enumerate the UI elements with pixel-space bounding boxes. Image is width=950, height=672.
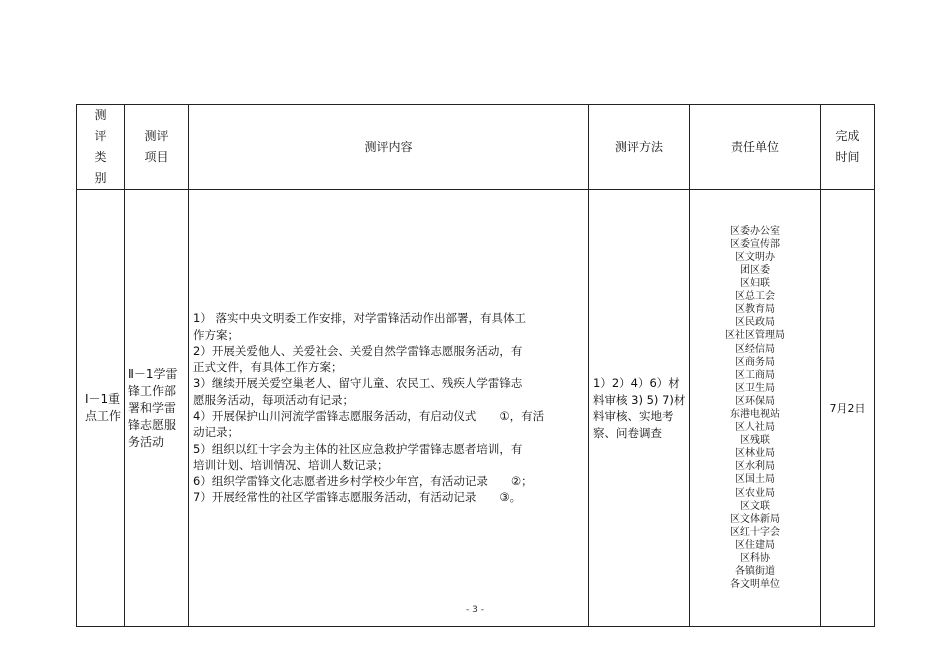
unit-item: 区水利局 <box>735 461 775 473</box>
header-units: 责任单位 <box>690 105 821 190</box>
content-line: 愿服务活动，每项活动有记录； <box>193 392 354 407</box>
table-header-row <box>77 105 875 190</box>
method-cell: 1）2）4）6）材料审核 3) 5) 7)材料审核、实地考察、问卷调查 <box>589 190 690 627</box>
unit-item: 区住建局 <box>735 539 775 551</box>
unit-item: 区委宣传部 <box>730 238 780 250</box>
unit-item: 区农业局 <box>735 487 775 499</box>
header-method: 测评方法 <box>589 105 690 190</box>
unit-item: 区文明办 <box>735 251 775 263</box>
unit-item: 区文体新局 <box>730 513 780 525</box>
unit-item: 区卫生局 <box>735 382 775 394</box>
content-line: 4）开展保护山川河流学雷锋志愿服务活动，有启动仪式 ①，有活 <box>193 409 545 423</box>
content-line: 6）组织学雷锋文化志愿者进乡村学校少年宫，有活动记录 ②； <box>193 474 533 489</box>
content-line: 3）继续开展关爱空巢老人、留守儿童、农民工、残疾人学雷锋志 <box>193 376 523 391</box>
unit-item: 区红十字会 <box>730 526 780 538</box>
unit-item: 区残联 <box>740 435 770 447</box>
content-line: 5）组织以红十字会为主体的社区应急救护学雷锋志愿者培训，有 <box>193 441 523 456</box>
content-cell <box>189 190 589 627</box>
category-cell: Ⅰ－1重点工作 <box>77 190 125 627</box>
unit-item: 区教育局 <box>735 304 775 316</box>
unit-item: 区科协 <box>740 553 770 565</box>
unit-item: 东港电视站 <box>730 409 780 420</box>
unit-item: 区社区管理局 <box>725 330 785 342</box>
unit-item: 区总工会 <box>735 291 775 303</box>
unit-item: 区环保局 <box>735 395 775 407</box>
unit-item: 区委办公室 <box>730 225 780 237</box>
header-content: 测评内容 <box>189 105 589 190</box>
unit-item: 团区委 <box>740 264 770 276</box>
unit-item: 区经信局 <box>735 343 775 355</box>
table-row <box>77 190 875 627</box>
unit-item: 区工商局 <box>735 369 775 381</box>
unit-list <box>690 225 820 592</box>
content-line: 动记录； <box>193 425 239 440</box>
content-line: 正式文件，有具体工作方案； <box>193 360 343 375</box>
unit-item: 区国土局 <box>735 474 775 486</box>
unit-item: 区林业局 <box>735 448 775 460</box>
content-lines <box>193 310 580 506</box>
unit-item: 区文联 <box>740 500 770 512</box>
header-item: 测评项目 <box>125 105 189 190</box>
unit-item: 区妇联 <box>740 278 770 290</box>
content-line: 2）开展关爱他人、关爱社会、关爱自然学雷锋志愿服务活动，有 <box>193 343 523 358</box>
time-cell: 7月2日 <box>821 190 875 627</box>
content-line: 培训计划、培训情况、培训人数记录； <box>193 457 389 472</box>
unit-item: 区商务局 <box>735 356 775 368</box>
content-line: 7）开展经常性的社区学雷锋志愿服务活动，有活动记录 ③。 <box>193 490 522 505</box>
header-category: 测评类别 <box>77 105 125 190</box>
unit-item: 区民政局 <box>735 317 775 329</box>
page-number: - 3 - <box>466 605 484 615</box>
item-cell: Ⅱ－1学雷锋工作部署和学雷锋志愿服务活动 <box>125 190 189 627</box>
header-time: 完成时间 <box>821 105 875 190</box>
content-line: 作方案； <box>193 327 239 342</box>
evaluation-table <box>76 104 875 627</box>
units-cell <box>690 190 821 627</box>
content-line: 1） 落实中央文明委工作安排，对学雷锋活动作出部署，有具体工 <box>193 311 526 326</box>
unit-item: 各镇街道 <box>735 566 775 578</box>
unit-item: 区人社局 <box>735 422 775 434</box>
unit-item: 各文明单位 <box>730 579 780 591</box>
